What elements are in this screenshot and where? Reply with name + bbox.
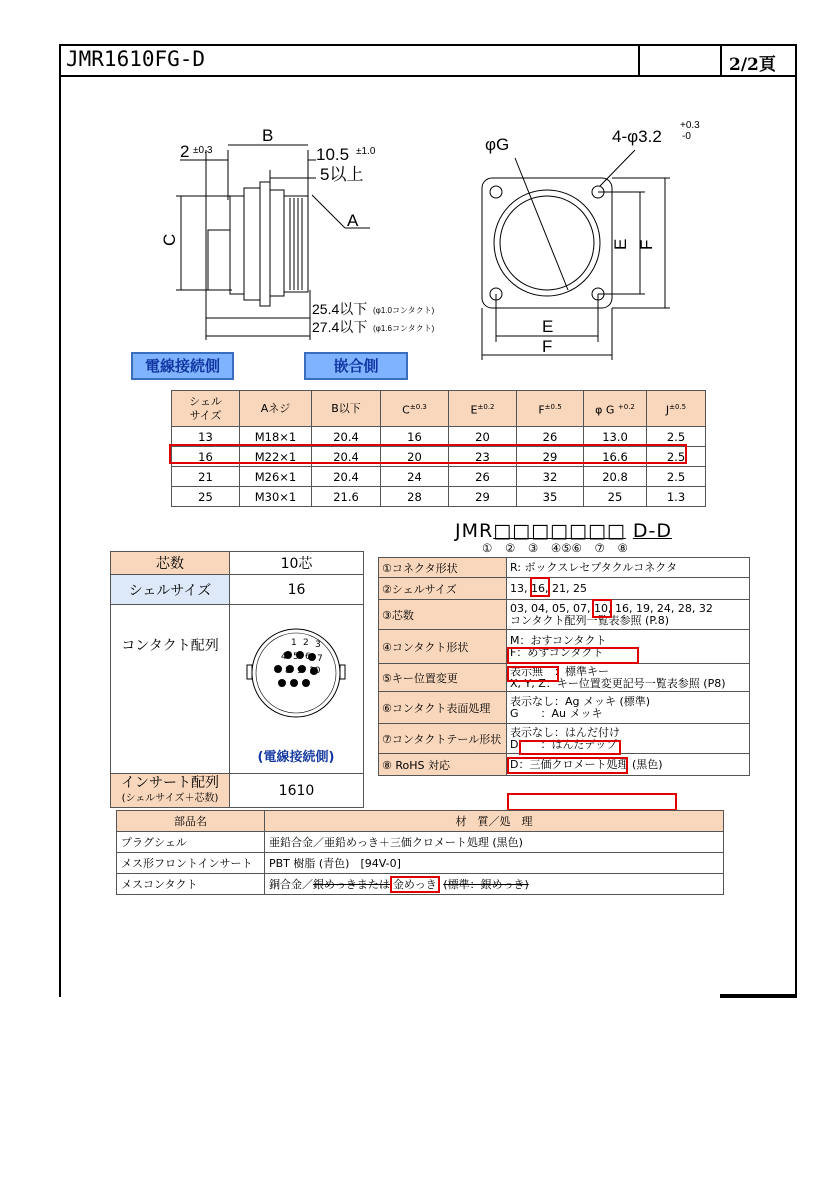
material: 銅合金／銀めっきまたは 金めっき (標準：銀めっき) xyxy=(265,874,724,895)
table-cell: 23 xyxy=(449,447,517,467)
contact-pin xyxy=(274,665,282,673)
table-cell: 24 xyxy=(381,467,449,487)
col-header: φ G $^{+0.2}$ xyxy=(584,391,647,427)
contact-pin-number: 1 xyxy=(291,638,297,648)
col-header: Aネジ xyxy=(240,391,312,427)
material: 亜鉛合金／亜鉛めっき＋三価クロメート処理 (黒色) xyxy=(265,832,724,853)
contact-pin-number: 8 xyxy=(285,666,291,676)
contact-pin-number: 4 xyxy=(281,652,287,662)
contact-layout-diagram xyxy=(230,605,363,773)
svg-text:C: C xyxy=(160,233,179,246)
spec-label: ④コンタクト形状 xyxy=(379,630,507,664)
layout-cell xyxy=(230,605,364,774)
table-cell: 25 xyxy=(584,487,647,507)
contact-pin-number: 9 xyxy=(297,666,303,676)
contact-pin-number: 5 xyxy=(293,652,299,662)
standard-key-highlight xyxy=(507,666,559,682)
part-code-numbers: ① ② ③ ④⑤⑥ ⑦ ⑧ xyxy=(482,541,628,555)
table-cell: 13.0 xyxy=(584,427,647,447)
part-name: プラグシェル xyxy=(117,832,265,853)
header-divider xyxy=(638,44,640,77)
spec-row xyxy=(379,558,750,578)
table-cell: 26 xyxy=(517,427,584,447)
cores-10-highlight xyxy=(592,599,612,618)
rohs-highlight xyxy=(507,793,677,811)
table-cell: 2.5 xyxy=(647,467,706,487)
connector-drawing xyxy=(150,110,710,360)
svg-text:5以上: 5以上 xyxy=(320,165,364,184)
table-cell: 21.6 xyxy=(312,487,381,507)
col-header: $E^{\pm 0.2}$ xyxy=(449,391,517,427)
spec-label: ⑧ RoHS 対応 xyxy=(379,754,507,776)
table-cell: 16 xyxy=(172,447,240,467)
shell-16-highlight xyxy=(169,444,687,464)
table-cell: 26 xyxy=(449,467,517,487)
part-number-title: JMR1610FG-D xyxy=(66,47,206,71)
material-table xyxy=(116,810,724,895)
spec-value: M：おすコンタクト F：めすコンタクト xyxy=(507,630,750,664)
table-row xyxy=(172,487,706,507)
frame-right-border xyxy=(795,76,797,998)
table-cell: 20.4 xyxy=(312,447,381,467)
page-number: 2/2頁 xyxy=(729,55,776,75)
au-plating-highlight xyxy=(519,740,621,755)
spec-label: ①コネクタ形状 xyxy=(379,558,507,578)
table-cell: M30×1 xyxy=(240,487,312,507)
table-cell: 29 xyxy=(517,447,584,467)
svg-text:B: B xyxy=(262,126,274,145)
shell-value: 16 xyxy=(230,575,364,605)
table-cell: 2.5 xyxy=(647,447,706,467)
layout-caption: (電線接続側) xyxy=(257,750,335,765)
contact-pin-number: 3 xyxy=(315,640,321,650)
spec-value: D：三価クロメート処理 (黒色) xyxy=(507,754,750,776)
spec-value: 表示なし：Ag メッキ (標準) G ：Au メッキ xyxy=(507,692,750,724)
spec-label: ⑦コンタクトテール形状 xyxy=(379,724,507,754)
frame-left-border xyxy=(59,76,61,997)
spec-label: ⑥コンタクト表面処理 xyxy=(379,692,507,724)
table-cell: 21 xyxy=(172,467,240,487)
col-header: 部品名 xyxy=(117,811,265,832)
contact-pin-number: 10 xyxy=(309,666,321,676)
spec-value: 表示無 ：標準キー X, Y, Z：キー位置変更記号一覧表参照 (P8) xyxy=(507,664,750,692)
table-cell: 20.4 xyxy=(312,467,381,487)
front-view xyxy=(482,150,670,360)
insert-spec-table xyxy=(110,551,364,808)
col-header: $F^{\pm 0.5}$ xyxy=(517,391,584,427)
table-cell: 25 xyxy=(172,487,240,507)
svg-text:φG: φG xyxy=(485,135,510,154)
table-cell: 16.6 xyxy=(584,447,647,467)
contact-pin xyxy=(278,679,286,687)
svg-text:F: F xyxy=(542,337,553,356)
spec-row xyxy=(379,600,750,630)
header-divider xyxy=(720,44,722,77)
cores-value: 10芯 xyxy=(230,552,364,575)
spec-value: 表示なし：はんだ付け D ：はんだデップ xyxy=(507,724,750,754)
contact-pin xyxy=(302,679,310,687)
cores-label: 芯数 xyxy=(111,552,230,575)
insert-value: 1610 xyxy=(230,774,364,808)
dim-2-label: 2 xyxy=(180,142,190,161)
contact-pin-number: 2 xyxy=(303,638,309,648)
table-cell: 16 xyxy=(381,427,449,447)
table-cell: M26×1 xyxy=(240,467,312,487)
svg-text:10.5: 10.5 xyxy=(316,145,350,164)
contact-pin-number: 6 xyxy=(305,652,311,662)
table-cell: 2.5 xyxy=(647,427,706,447)
spec-row xyxy=(379,692,750,724)
solder-tail-highlight xyxy=(507,757,628,774)
col-header: B以下 xyxy=(312,391,381,427)
table-cell: M22×1 xyxy=(240,447,312,467)
frame-bottom-mark xyxy=(720,994,797,998)
table-cell: 20 xyxy=(381,447,449,467)
table-cell: 32 xyxy=(517,467,584,487)
table-row xyxy=(172,467,706,487)
svg-text:E: E xyxy=(611,238,630,250)
table-cell: 35 xyxy=(517,487,584,507)
table-cell: 20 xyxy=(449,427,517,447)
material: PBT 樹脂 (青色) [94V-0] xyxy=(265,853,724,874)
col-header: シェル サイズ xyxy=(172,391,240,427)
col-header: $J^{\pm 0.5}$ xyxy=(647,391,706,427)
svg-text:F: F xyxy=(637,239,656,250)
table-cell: 20.8 xyxy=(584,467,647,487)
wire-side-tag: 電線接続側 xyxy=(131,352,234,380)
shell-label: シェルサイズ xyxy=(111,575,230,605)
female-contact-highlight xyxy=(507,647,639,664)
mating-side-tag: 嵌合側 xyxy=(304,352,408,380)
svg-text:25.4以下: 25.4以下 xyxy=(312,301,368,317)
contact-pin xyxy=(290,679,298,687)
table-cell: 29 xyxy=(449,487,517,507)
svg-text:-0: -0 xyxy=(682,131,691,142)
spec-value: 03, 04, 05, 07, 10, 16, 19, 24, 28, 32 コンタクト配列一覧表参照 (P.8) xyxy=(507,600,750,630)
part-name: メス形フロントインサート xyxy=(117,853,265,874)
table-cell: 20.4 xyxy=(312,427,381,447)
spec-row xyxy=(379,578,750,600)
part-name: メスコンタクト xyxy=(117,874,265,895)
svg-text:±0.3: ±0.3 xyxy=(193,145,213,156)
spec-label: ⑤キー位置変更 xyxy=(379,664,507,692)
layout-label: コンタクト配列 xyxy=(111,605,230,774)
spec-label: ③芯数 xyxy=(379,600,507,630)
insert-label: インサート配列 (シェルサイズ＋芯数) xyxy=(111,774,230,808)
svg-text:(φ1.6コンタクト): (φ1.6コンタクト) xyxy=(373,324,435,333)
part-code: JMR□□□□□□□ D-D xyxy=(455,520,673,542)
svg-text:A: A xyxy=(347,211,359,230)
svg-text:27.4以下: 27.4以下 xyxy=(312,319,368,335)
spec-label: ②シェルサイズ xyxy=(379,578,507,600)
table-cell: M18×1 xyxy=(240,427,312,447)
svg-text:(φ1.0コンタクト): (φ1.0コンタクト) xyxy=(373,306,435,315)
table-cell: 13 xyxy=(172,427,240,447)
table-cell: 1.3 xyxy=(647,487,706,507)
spec-row xyxy=(379,664,750,692)
svg-text:+0.3: +0.3 xyxy=(680,120,700,131)
spec-value: 13, 16, 21, 25 xyxy=(507,578,750,600)
svg-text:±1.0: ±1.0 xyxy=(356,146,376,157)
col-header: $C^{\pm 0.3}$ xyxy=(381,391,449,427)
shell-16-highlight xyxy=(530,577,550,597)
contact-pin-number: 7 xyxy=(317,654,323,664)
svg-text:E: E xyxy=(542,317,554,336)
col-header: 材 質／処 理 xyxy=(265,811,724,832)
svg-text:4-φ3.2: 4-φ3.2 xyxy=(612,127,662,146)
table-cell: 28 xyxy=(381,487,449,507)
spec-value: R: ボックスレセプタクルコネクタ xyxy=(507,558,750,578)
